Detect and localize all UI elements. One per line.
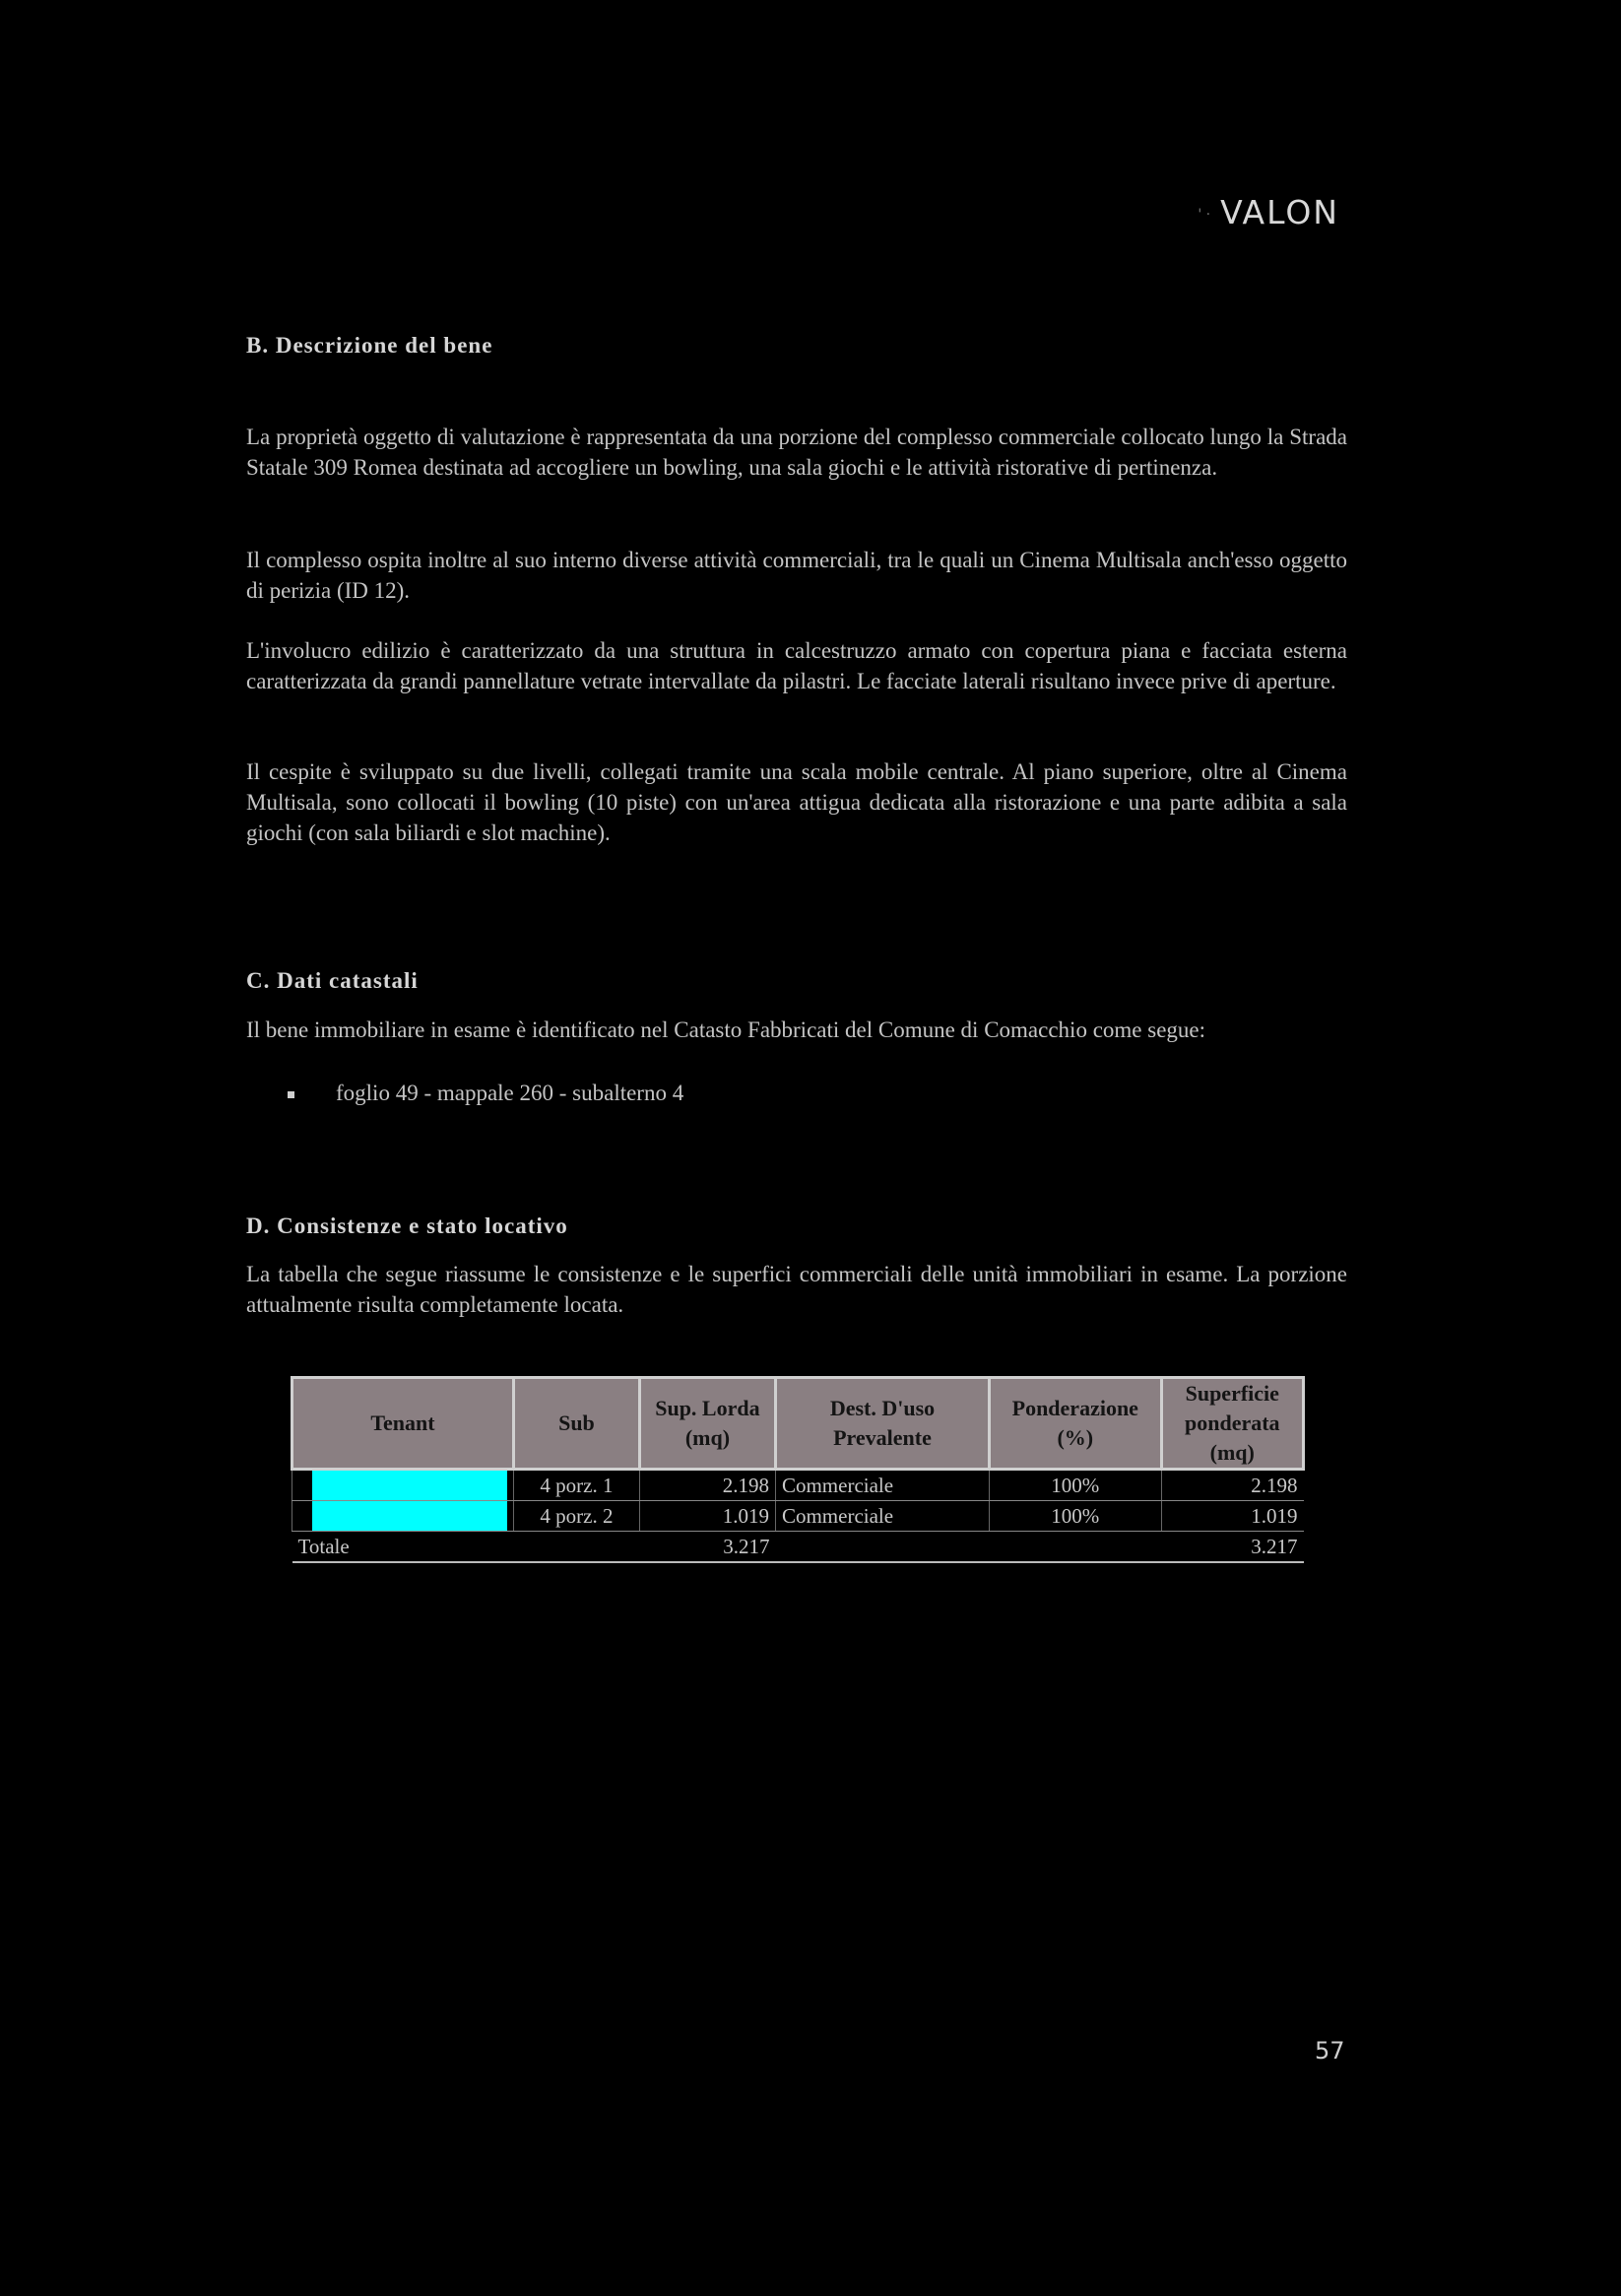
sup-ponderata-cell: 1.019 (1161, 1501, 1303, 1532)
table-row (292, 1470, 1304, 1501)
sup-lorda-cell: 1.019 (639, 1501, 775, 1532)
total-spacer (775, 1532, 1161, 1563)
section-b-title: B. Descrizione del bene (246, 333, 493, 358)
section-c-intro: Il bene immobiliare in esame è identificato nel Catasto Fabbricati del Comune di Comacchio come segue: (246, 1017, 1206, 1042)
redacted-tenant (312, 1501, 507, 1531)
dest-cell: Commerciale (775, 1501, 989, 1532)
section-b-paragraph-4: Il cespite è sviluppato su due livelli, collegati tramite una scala mobile centrale. Al piano superiore, oltre al Cinema Multisala, sono collocati il bowling (10 piste) con un'area attigua dedicata alla ristorazione e una parte adibita a sala giochi (con sala biliardi e slot machine). (246, 759, 1347, 845)
total-sup-lorda: 3.217 (639, 1532, 775, 1563)
table-header-row (292, 1378, 1304, 1470)
company-logo (1142, 193, 1339, 231)
tenant-cell (292, 1470, 514, 1501)
cadastral-reference: foglio 49 - mappale 260 - subalterno 4 (336, 1081, 684, 1105)
sup-lorda-cell: 2.198 (639, 1470, 775, 1501)
table-total-row (292, 1532, 1304, 1563)
header-sup-lorda: Sup. Lorda (mq) (639, 1378, 775, 1470)
section-c-title: C. Dati catastali (246, 968, 419, 993)
section-b-paragraph-3: L'involucro edilizio è caratterizzato da una struttura in calcestruzzo armato con copertura piana e facciata esterna caratterizzata da grandi pannellature vetrate intervallate da pilastri. Le facciate laterali risultano invece prive di aperture. (246, 638, 1347, 693)
redacted-tenant (312, 1471, 507, 1500)
section-b-paragraph-2: Il complesso ospita inoltre al suo interno diverse attività commerciali, tra le quali un Cinema Multisala anch'esso oggetto di perizia (ID 12). (246, 548, 1347, 603)
header-tenant: Tenant (292, 1378, 514, 1470)
total-sup-ponderata: 3.217 (1161, 1532, 1303, 1563)
tenant-cell (292, 1501, 514, 1532)
ponderazione-cell: 100% (990, 1501, 1161, 1532)
page-number: 57 (1315, 2037, 1345, 2065)
logo-text: VALON (1220, 193, 1339, 231)
header-sup-ponderata: Superficie ponderata (mq) (1161, 1378, 1303, 1470)
logo-mark: ' · (1198, 206, 1211, 223)
header-sub: Sub (514, 1378, 640, 1470)
section-d-title: D. Consistenze e stato locativo (246, 1214, 568, 1238)
bullet-icon (288, 1091, 294, 1098)
section-d-intro: La tabella che segue riassume le consistenze e le superfici commerciali delle unità immobiliari in esame. La porzione attualmente risulta completamente locata. (246, 1262, 1347, 1317)
total-label: Totale (292, 1532, 640, 1563)
header-ponderazione: Ponderazione (%) (990, 1378, 1161, 1470)
consistency-table (291, 1376, 1305, 1563)
dest-cell: Commerciale (775, 1470, 989, 1501)
sub-cell: 4 porz. 2 (514, 1501, 640, 1532)
table-row (292, 1501, 1304, 1532)
section-b-paragraph-1: La proprietà oggetto di valutazione è rappresentata da una porzione del complesso commerciale collocato lungo la Strada Statale 309 Romea destinata ad accogliere un bowling, una sala giochi e le attività ristorative di pertinenza. (246, 425, 1347, 480)
sup-ponderata-cell: 2.198 (1161, 1470, 1303, 1501)
ponderazione-cell: 100% (990, 1470, 1161, 1501)
header-dest-uso: Dest. D'uso Prevalente (775, 1378, 989, 1470)
cadastral-bullet-item (288, 1081, 683, 1106)
sub-cell: 4 porz. 1 (514, 1470, 640, 1501)
